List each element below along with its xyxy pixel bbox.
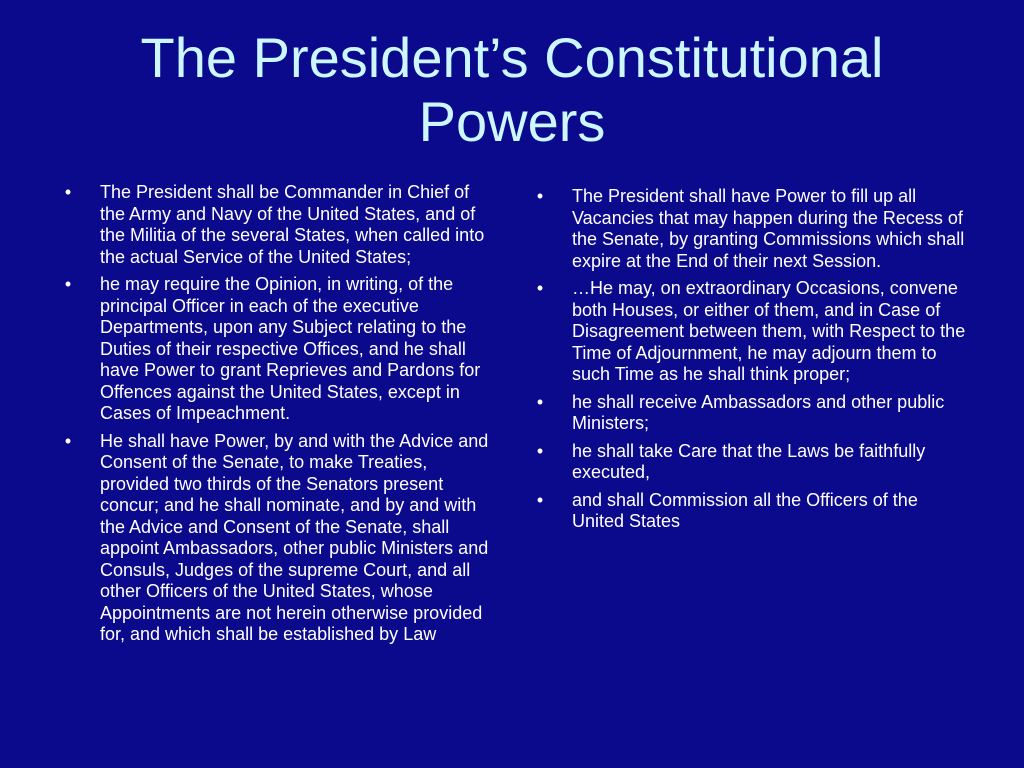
bullet-icon: •	[536, 278, 544, 298]
bullet-item	[530, 490, 968, 533]
bullet-icon: •	[536, 489, 544, 510]
bullet-text: and shall Commission all the Officers of the United States	[572, 489, 918, 531]
bullet-item	[530, 186, 968, 272]
bullet-icon: •	[64, 274, 72, 294]
bullet-icon: •	[64, 182, 72, 202]
left-bullet-list	[58, 182, 494, 652]
bullet-icon: •	[64, 430, 72, 451]
bullet-icon: •	[536, 440, 544, 461]
bullet-item	[58, 274, 494, 425]
bullet-item	[530, 392, 968, 435]
right-bullet-list	[530, 186, 968, 539]
bullet-text: …He may, on extraordinary Occasions, convene both Houses, or either of them, and in Case of Disagreement between them, with Respect to the Time of Adjournment, he may adjourn them to such Time as he shall think proper;	[572, 278, 966, 384]
bullet-text: he shall receive Ambassadors and other public Ministers;	[572, 391, 945, 433]
bullet-item	[530, 278, 968, 386]
bullet-text: he may require the Opinion, in writing, of the principal Officer in each of the executive Departments, upon any Subject relating to the Duties of their respective Offices, and he shall have Power to grant Reprieves and Pardons for Offences against the United States, except in Cases of Impeachment.	[100, 274, 481, 423]
bullet-icon: •	[536, 391, 544, 412]
bullet-icon: •	[536, 186, 544, 206]
bullet-item	[58, 182, 494, 268]
bullet-item	[530, 441, 968, 484]
bullet-text: The President shall be Commander in Chief of the Army and Navy of the United States, and of the Militia of the several States, when called into the actual Service of the United States;	[100, 182, 485, 267]
slide-title: The President’s Constitutional Powers	[140, 26, 884, 153]
bullet-text: The President shall have Power to fill up all Vacancies that may happen during the Recess of the Senate, by granting Commissions which shall expire at the End of their next Session.	[572, 186, 965, 271]
bullet-text: He shall have Power, by and with the Advice and Consent of the Senate, to make Treaties, provided two thirds of the Senators present concur; and he shall nominate, and by and with the Advice and Consent of the Senate, shall appoint Ambassadors, other public Ministers and Consuls, Judges of the supreme Court, and all other Officers of the United States, whose Appointments are not herein otherwise provided for, and which shall be established by Law	[100, 430, 489, 644]
bullet-item	[58, 431, 494, 646]
bullet-text: he shall take Care that the Laws be faithfully executed,	[572, 440, 926, 482]
